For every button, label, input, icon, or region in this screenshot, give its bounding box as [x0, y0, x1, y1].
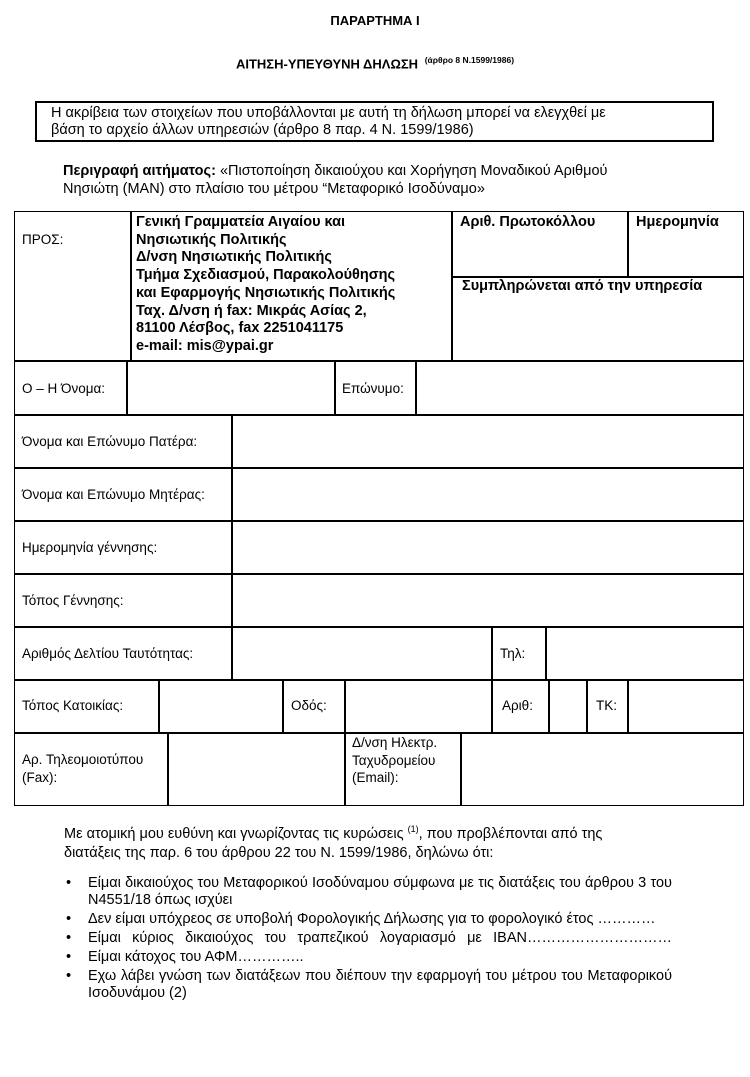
email-label-line-1: Δ/νση Ηλεκτρ.	[352, 735, 438, 750]
protocol-number-field[interactable]	[453, 234, 626, 275]
declaration-item	[64, 875, 672, 909]
request-label: Περιγραφή αιτήματος:	[63, 163, 216, 179]
declaration-item	[64, 968, 672, 1002]
surname-label: Επώνυμο:	[342, 381, 404, 396]
bullet-icon: •	[66, 911, 72, 927]
street-label: Οδός:	[291, 698, 327, 713]
statement	[64, 820, 724, 863]
fax-label-line-1: Αρ. Τηλεομοιοτύπου	[22, 752, 144, 767]
birth-place-label: Τόπος Γέννησης:	[22, 593, 124, 608]
accuracy-notice	[35, 101, 714, 142]
service-fill-note: Συμπληρώνεται από την υπηρεσία	[462, 278, 703, 294]
residence-field[interactable]	[160, 681, 281, 731]
statement-footnote-1: (1)	[407, 824, 419, 834]
date-field[interactable]	[629, 234, 743, 275]
request-line-2: Νησιώτη (ΜΑΝ) στο πλαίσιο του μέτρου “Μεταφορικό Ισοδύναμο»	[63, 181, 485, 197]
to-label: ΠΡΟΣ:	[22, 232, 64, 247]
fax-label-line-2: (Fax):	[22, 770, 58, 785]
recipient-line: Νησιωτικής Πολιτικής	[136, 231, 287, 248]
father-name-field[interactable]	[233, 416, 743, 466]
recipient-line: e-mail: mis@ypai.gr	[136, 337, 274, 354]
annex-title: ΠΑΡΑΡΤΗΜΑ Ι	[330, 13, 420, 28]
recipient-line: Τμήμα Σχεδιασμού, Παρακολούθησης	[136, 267, 396, 284]
birth-date-field[interactable]	[233, 522, 743, 572]
form-title-text: ΑΙΤΗΣΗ-ΥΠΕΥΘΥΝΗ ΔΗΛΩΣΗ	[235, 56, 419, 72]
recipient-line: Ταχ. Δ/νση ή fax: Μικράς Ασίας 2,	[136, 302, 367, 319]
statement-line-2: διατάξεις της παρ. 6 του άρθρου 22 του Ν. 1599/1986, δηλώνω ότι:	[64, 844, 494, 861]
bullet-icon: •	[66, 949, 72, 965]
declaration-item	[64, 930, 672, 947]
request-description	[63, 162, 733, 198]
grid-line	[130, 211, 132, 360]
form-title	[0, 55, 750, 71]
grid-line	[334, 360, 336, 414]
street-field[interactable]	[346, 681, 490, 731]
id-number-field[interactable]	[233, 628, 490, 678]
recipient-address	[136, 214, 395, 356]
phone-label: Τηλ:	[500, 646, 526, 661]
email-label-line-2: Ταχυδρομείου	[352, 752, 436, 768]
street-number-field[interactable]	[550, 681, 585, 731]
residence-label: Τόπος Κατοικίας:	[22, 698, 124, 713]
bullet-icon: •	[66, 968, 72, 984]
recipient-line: Δ/νση Νησιωτικής Πολιτικής	[136, 249, 332, 266]
email-field[interactable]	[462, 734, 743, 805]
recipient-line: Γενική Γραμματεία Αιγαίου και	[136, 214, 346, 230]
recipient-line: 81100 Λέσβος, fax 2251041175	[136, 320, 344, 337]
declaration-text: Εχω λάβει γνώση των διατάξεων που διέπουν την εφαρμογή του μέτρου του Μεταφορικού Ισοδυνάμου (2)	[88, 968, 672, 1001]
fax-label	[22, 751, 143, 787]
birth-date-label: Ημερομηνία γέννησης:	[22, 540, 158, 555]
recipient-line: και Εφαρμογής Νησιωτικής Πολιτικής	[136, 284, 396, 301]
notice-line-1: Η ακρίβεια των στοιχείων που υποβάλλονται με αυτή τη δήλωση μπορεί να ελεγχθεί με	[51, 105, 606, 121]
first-name-label: Ο – Η Όνομα:	[22, 381, 106, 396]
declaration-text: Δεν είμαι υπόχρεος σε υποβολή Φορολογικής Δήλωσης για το φορολογικό έτος …………	[88, 911, 656, 927]
request-line-1: «Πιστοποίηση δικαιούχου και Χορήγηση Μοναδικού Αριθμού	[215, 163, 608, 179]
email-label	[352, 734, 437, 787]
grid-line	[282, 679, 284, 732]
date-label: Ημερομηνία	[636, 214, 719, 230]
fax-field[interactable]	[169, 734, 343, 805]
declaration-item	[64, 911, 672, 928]
bullet-icon: •	[66, 875, 72, 891]
declaration-text: Είμαι δικαιούχος του Μεταφορικού Ισοδύναμου σύμφωνα με τις διατάξεις του άρθρου 3 του Ν4551/18 όπως ισχύει	[88, 875, 672, 908]
grid-line	[586, 679, 588, 732]
form-title-ref: (άρθρο 8 Ν.1599/1986)	[424, 55, 515, 65]
statement-line-1-start: Με ατομική μου ευθύνη και γνωρίζοντας τις κυρώσεις	[64, 825, 408, 842]
mother-name-label: Όνομα και Επώνυμο Μητέρας:	[22, 487, 205, 502]
protocol-number-label: Αριθ. Πρωτοκόλλου	[460, 214, 596, 230]
postal-code-field[interactable]	[629, 681, 743, 731]
street-number-label: Αριθ:	[502, 698, 533, 713]
phone-field[interactable]	[547, 628, 743, 678]
mother-name-field[interactable]	[233, 469, 743, 519]
first-name-field[interactable]	[128, 362, 333, 413]
declaration-list	[64, 875, 672, 1004]
declaration-text: Είμαι κύριος δικαιούχος του τραπεζικού λογαριασμό με IBAN…………………………	[88, 930, 672, 946]
statement-line-1-end: , που προβλέπονται από της	[418, 825, 603, 842]
postal-code-label: ΤΚ:	[596, 698, 618, 713]
grid-line	[491, 626, 493, 732]
father-name-label: Όνομα και Επώνυμο Πατέρα:	[22, 434, 198, 449]
declaration-text: Είμαι κάτοχος του ΑΦΜ…………..	[88, 949, 304, 965]
notice-line-2: βάση το αρχείο άλλων υπηρεσιών (άρθρο 8 παρ. 4 Ν. 1599/1986)	[51, 122, 474, 138]
birth-place-field[interactable]	[233, 575, 743, 625]
email-label-line-3: (Email):	[352, 770, 399, 785]
id-number-label: Αριθμός Δελτίου Ταυτότητας:	[22, 646, 194, 661]
bullet-icon: •	[66, 930, 72, 946]
declaration-item	[64, 949, 672, 966]
surname-field[interactable]	[417, 362, 743, 413]
